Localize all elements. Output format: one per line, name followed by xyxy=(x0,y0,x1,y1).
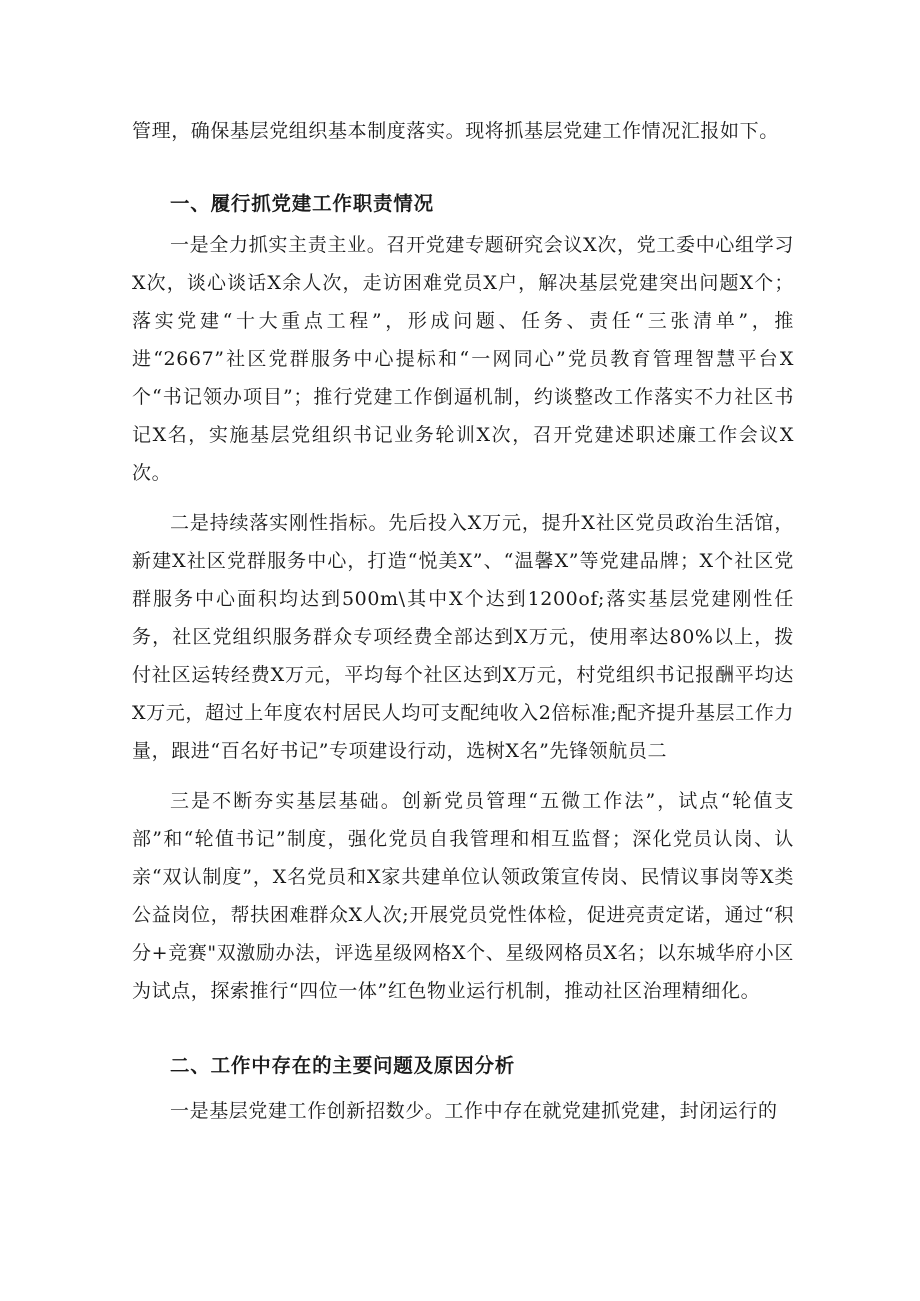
section-heading-2: 二、工作中存在的主要问题及原因分析 xyxy=(170,1054,516,1077)
document-page xyxy=(132,112,794,1130)
section-heading-1: 一、履行抓党建工作职责情况 xyxy=(170,192,434,215)
intro-paragraph: 管理，确保基层党组织基本制度落实。现将抓基层党建工作情况汇报如下。 xyxy=(132,120,779,142)
paragraph-innovation-issue: 一是基层党建工作创新招数少。工作中存在就党建抓党建，封闭运行的 xyxy=(170,1100,778,1122)
paragraph-grassroots-foundation: 三是不断夯实基层基础。创新党员管理“五微工作法”，试点“轮值支部”和“轮值书记”制度，强化党员自我管理和相互监督；深化党员认岗、认亲“双认制度”，X名党员和X家共建单位认领政策宣传岗、民情议事岗等X类公益岗位，帮扶困难群众X人次;开展党员党性体检，促进亮责定诺，通过“积分+竞赛"双激励办法，评选星级网格X个、星级网格员X名；以东城华府小区为试点，探索推行“四位一体”红色物业运行机制，推动社区治理精细化。 xyxy=(132,790,794,1002)
paragraph-main-duty: 一是全力抓实主责主业。召开党建专题研究会议X次，党工委中心组学习X次，谈心谈话X余人次，走访困难党员X户，解决基层党建突出问题X个；落实党建“十大重点工程”，形成问题、任务、责任“三张清单”，推进“2667”社区党群服务中心提标和“一网同心”党员教育管理智慧平台X个“书记领办项目”；推行党建工作倒逼机制，约谈整改工作落实不力社区书记X名，实施基层党组织书记业务轮训X次，召开党建述职述廉工作会议X次。 xyxy=(132,234,794,484)
paragraph-rigid-indicators: 二是持续落实刚性指标。先后投入X万元，提升X社区党员政治生活馆，新建X社区党群服务中心，打造“悦美X”、“温馨X”等党建品牌；X个社区党群服务中心面积均达到500m\其中X个达到1200of;落实基层党建刚性任务，社区党组织服务群众专项经费全部达到X万元，使用率达80%以上，拨付社区运转经费X万元，平均每个社区达到X万元，村党组织书记报酬平均达X万元，超过上年度农村居民人均可支配纯收入2倍标准;配齐提升基层工作力量，跟进“百名好书记”专项建设行动，选树X名”先锋领航员二 xyxy=(132,512,794,762)
